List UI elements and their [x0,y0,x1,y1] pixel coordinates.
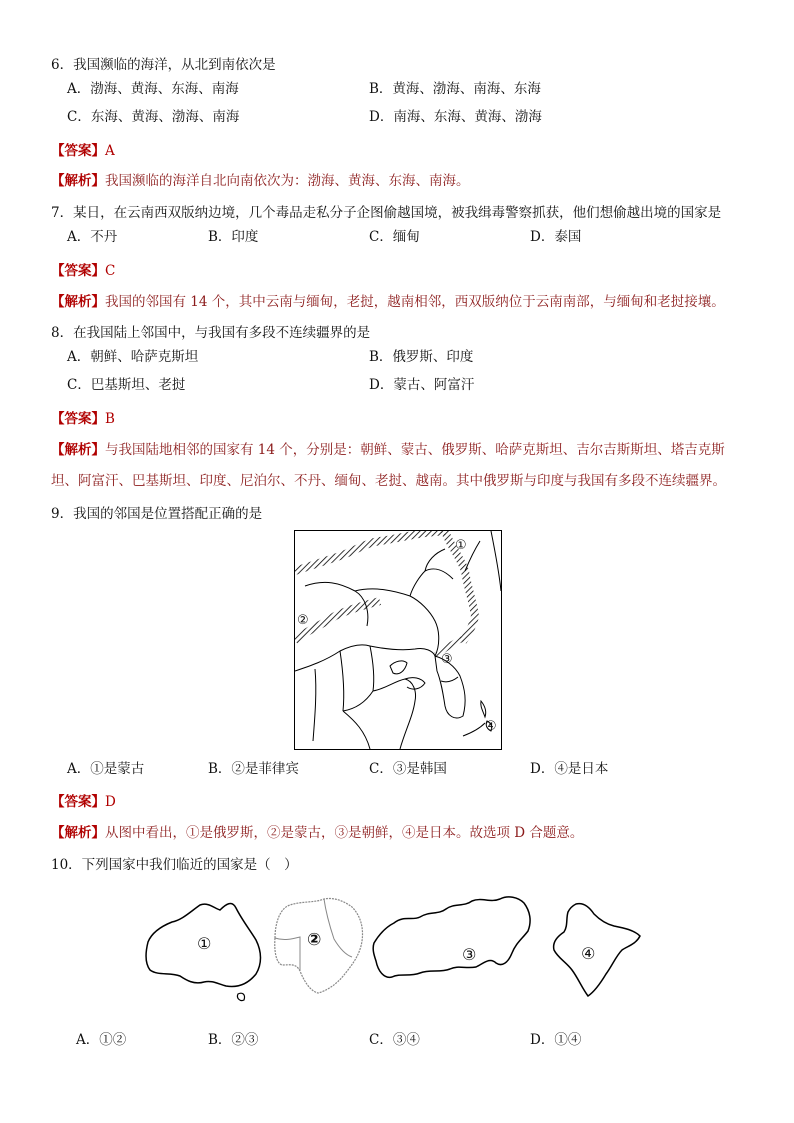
map9-label-2: ② [297,613,309,628]
q10-stem: 10．下列国家中我们临近的国家是（ ） [51,857,298,873]
map9-label-3: ③ [441,652,453,667]
q6-option-d: D．南海、东海、黄海、渤海 [369,109,542,125]
q7-explanation [51,293,725,311]
q9-answer [51,793,116,811]
explanation-text: 从图中看出，①是俄罗斯，②是蒙古，③是朝鲜，④是日本。故选项 D 合题意。 [105,825,584,841]
explanation-label: 【解析】 [51,825,105,841]
answer-label: 【答案】 [51,263,105,279]
answer-label: 【答案】 [51,411,105,427]
q9-option-d: D．④是日本 [530,761,609,777]
q10-option-b: B．②③ [208,1032,259,1048]
answer-label: 【答案】 [51,143,105,159]
q7-option-d: D．泰国 [530,229,582,245]
q10-option-a: A．①② [76,1032,127,1048]
q6-option-b: B．黄海、渤海、南海、东海 [369,81,541,97]
q7-option-b: B．印度 [208,229,259,245]
q10-option-d: D．①④ [530,1032,582,1048]
q9-option-a: A．①是蒙古 [67,761,145,777]
q10-map-label-4: ④ [581,944,596,963]
answer-value: A [105,143,115,159]
explanation-label: 【解析】 [51,294,105,310]
q8-stem: 8．在我国陆上邻国中，与我国有多段不连续疆界的是 [51,325,371,341]
answer-value: D [105,794,116,810]
q7-answer [51,262,115,280]
russia-outline-image [372,893,534,983]
map9-label-4: ④ [485,719,497,734]
q10-map-label-3: ③ [462,945,477,964]
q10-map-label-1: ① [197,934,212,953]
q8-answer [51,410,115,428]
q8-option-c: C．巴基斯坦、老挝 [67,377,186,393]
answer-value: C [105,263,116,279]
q6-answer [51,142,115,160]
q6-explanation [51,172,470,190]
q10-map-label-2: ② [307,930,322,950]
q6-option-c: C．东海、黄海、渤海、南海 [67,109,240,125]
q8-option-b: B．俄罗斯、印度 [369,349,474,365]
east-asia-map [294,530,502,750]
q9-explanation [51,824,583,842]
q9-stem: 9．我国的邻国是位置搭配正确的是 [51,506,263,522]
q10-option-c: C．③④ [369,1032,420,1048]
q8-explanation-line1 [51,441,725,459]
map9-label-1: ① [455,538,467,553]
q8-option-a: A．朝鲜、哈萨克斯坦 [67,349,199,365]
q6-stem: 6．我国濒临的海洋，从北到南依次是 [51,57,276,73]
q7-option-c: C．缅甸 [369,229,420,245]
explanation-label: 【解析】 [51,442,105,458]
answer-label: 【答案】 [51,794,105,810]
q8-explanation-line2: 坦、阿富汗、巴基斯坦、印度、尼泊尔、不丹、缅甸、老挝、越南。其中俄罗斯与印度与我国有多段不连续疆界。 [51,473,726,489]
east-asia-map-drawing [295,531,501,749]
q9-option-b: B．②是菲律宾 [208,761,299,777]
q8-option-d: D．蒙古、阿富汗 [369,377,475,393]
answer-value: B [105,411,115,427]
q6-option-a: A．渤海、黄海、东海、南海 [67,81,239,97]
explanation-label: 【解析】 [51,173,105,189]
india-outline-image [548,900,644,1000]
explanation-text: 我国的邻国有 14 个，其中云南与缅甸，老挝，越南相邻，西双版纳位于云南南部，与缅甸和老挝接壤。 [105,294,725,310]
explanation-text: 我国濒临的海洋自北向南依次为：渤海、黄海、东海、南海。 [105,173,470,189]
q7-stem: 7．某日，在云南西双版纳边境，几个毒品走私分子企图偷越国境，被我缉毒警察抓获，他们想偷越出境的国家是 [51,205,722,221]
explanation-text: 与我国陆地相邻的国家有 14 个，分别是：朝鲜、蒙古、俄罗斯、哈萨克斯坦、吉尔吉斯斯坦、塔吉克斯 [105,442,725,458]
q9-option-c: C．③是韩国 [369,761,447,777]
q7-option-a: A．不丹 [67,229,118,245]
